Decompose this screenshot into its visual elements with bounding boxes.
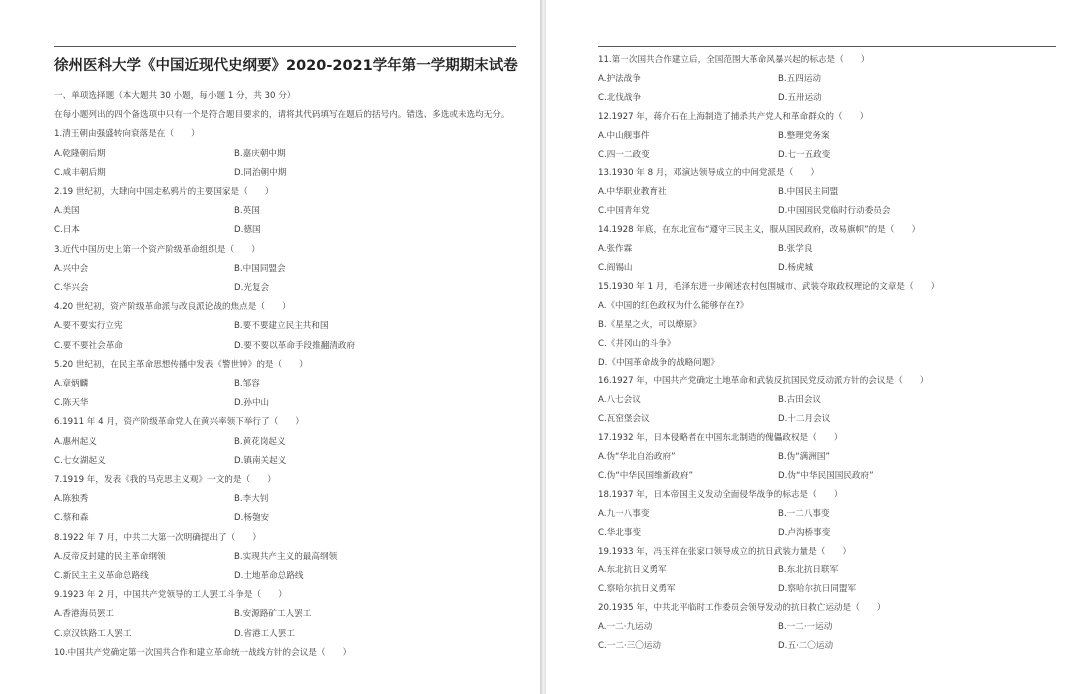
question-2: 2.19 世纪初，大肆向中国走私鸦片的主要国家是（ ） A.美国 B.英国 C.日本 D.德国 xyxy=(54,183,522,241)
question-15: 15.1930 年 1 月，毛泽东进一步阐述农村包围城市、武装夺取政权理论的文章是（ ） A.《中国的红色政权为什么能够存在?》 B.《星星之火，可以燎原》 C.《井冈山的斗争》 D.《中国革命战争的战略问题》 xyxy=(598,278,1060,373)
options: A.兴中会 B.中国同盟会 C.华兴会 D.光复会 xyxy=(54,263,286,294)
section-heading: 一、单项选择题（本大题共 30 小题，每小题 1 分，共 30 分） xyxy=(54,91,296,101)
question-16: 16.1927 年，中国共产党确定土地革命和武装反抗国民党反动派方针的会议是（ ） A.八七会议 B.古田会议 C.瓦窑堡会议 D.十二月会议 xyxy=(598,372,1060,429)
top-rule xyxy=(54,46,516,47)
question-19: 19.1933 年，冯玉祥在张家口领导成立的抗日武装力量是（ ） A.东北抗日义勇军 B.东北抗日联军 C.察哈尔抗日义勇军 D.察哈尔抗日同盟军 xyxy=(598,543,1060,600)
exam-title: 徐州医科大学《中国近现代史纲要》2020-2021学年第一学期期末试卷 xyxy=(54,58,518,74)
question-3: 3.近代中国历史上第一个资产阶级革命组织是（ ） A.兴中会 B.中国同盟会 C.华兴会 D.光复会 xyxy=(54,241,522,299)
question-4: 4.20 世纪初，资产阶级革命派与改良派论战的焦点是（ ） A.要不要实行立宪 B.要不要建立民主共和国 C.要不要社会革命 D.要不要以革命手段推翻清政府 xyxy=(54,298,522,356)
options: A.反帝反封建的民主革命纲领 B.实现共产主义的最高纲领 C.新民主主义革命总路线 D.土地革命总路线 xyxy=(54,551,338,582)
options: A.中华职业教育社 B.中国民主同盟 C.中国青年党 D.中国国民党临时行动委员会 xyxy=(598,187,891,217)
options: A.惠州起义 B.黄花岗起义 C.七女湖起义 D.镇南关起义 xyxy=(54,436,287,466)
top-rule xyxy=(598,46,1056,47)
options: A.伪“华北自治政府” B.伪“满洲国” C.伪“中华民国维新政府” D.伪“中华民国国民政府” xyxy=(598,452,874,481)
question-20: 20.1935 年，中共北平临时工作委员会领导发动的抗日救亡运动是（ ） A.一二·九运动 B.一二·一运动 C.一二·三〇运动 D.五·二〇运动 xyxy=(598,599,1060,656)
question-10: 10.中国共产党确定第一次国共合作和建立革命统一战线方针的会议是（ ） xyxy=(54,647,352,658)
question-18: 18.1937 年，日本帝国主义发动全面侵华战争的标志是（ ） A.九一八事变 B.一二八事变 C.华北事变 D.卢沟桥事变 xyxy=(598,486,1060,543)
options: A.张作霖 B.张学良 C.阎锡山 D.杨虎城 xyxy=(598,244,814,273)
options: A.章炳麟 B.邹容 C.陈天华 D.孙中山 xyxy=(54,379,270,409)
options: A.护法战争 B.五四运动 C.北伐战争 D.五卅运动 xyxy=(598,73,822,103)
options: A.一二·九运动 B.一二·一运动 C.一二·三〇运动 D.五·二〇运动 xyxy=(598,622,834,652)
question-14: 14.1928 年底，在东北宣布“遵守三民主义，服从国民政府，改易旗帜”的是（ ） A.张作霖 B.张学良 C.阎锡山 D.杨虎城 xyxy=(598,221,1060,278)
options: A.美国 B.英国 C.日本 D.德国 xyxy=(54,206,261,236)
question-8: 8.1922 年 7 月，中共二大第一次明确提出了（ ） A.反帝反封建的民主革命纲领 B.实现共产主义的最高纲领 C.新民主主义革命总路线 D.土地革命总路线 xyxy=(54,529,522,587)
question-5: 5.20 世纪初，在民主革命思想传播中发表《警世钟》的是（ ） A.章炳麟 B.邹容 C.陈天华 D.孙中山 xyxy=(54,356,522,414)
question-1: 1.清王朝由强盛转向衰落是在（ ） A.乾隆朝后期 B.嘉庆朝中期 C.咸丰朝后期 D.同治朝中期 xyxy=(54,125,522,183)
options: A.乾隆朝后期 B.嘉庆朝中期 C.咸丰朝后期 D.同治朝中期 xyxy=(54,148,287,178)
options: A.陈独秀 B.李大钊 C.蔡和森 D.杨匏安 xyxy=(54,494,270,524)
options: A.香港海员罢工 B.安源路矿工人罢工 C.京汉铁路工人罢工 D.省港工人罢工 xyxy=(54,609,312,639)
question-7: 7.1919 年，发表《我的马克思主义观》一文的是（ ） A.陈独秀 B.李大钊 C.蔡和森 D.杨匏安 xyxy=(54,471,522,529)
options: A.八七会议 B.古田会议 C.瓦窑堡会议 D.十二月会议 xyxy=(598,395,831,425)
options: A.东北抗日义勇军 B.东北抗日联军 C.察哈尔抗日义勇军 D.察哈尔抗日同盟军 xyxy=(598,565,857,595)
options: A.《中国的红色政权为什么能够存在?》 B.《星星之火，可以燎原》 C.《井冈山的斗争》 D.《中国革命战争的战略问题》 xyxy=(598,300,749,368)
options: A.要不要实行立宪 B.要不要建立民主共和国 C.要不要社会革命 D.要不要以革命手段推翻清政府 xyxy=(54,321,356,351)
question-12: 12.1927 年，蒋介石在上海制造了捕杀共产党人和革命群众的（ ） A.中山舰事件 B.整理党务案 C.四一二政变 D.七一五政变 xyxy=(598,108,1060,165)
question-17: 17.1932 年，日本侵略者在中国东北制造的傀儡政权是（ ） A.伪“华北自治政府” B.伪“满洲国” C.伪“中华民国维新政府” D.伪“中华民国国民政府” xyxy=(598,429,1060,486)
instructions: 在每小题列出的四个备选项中只有一个是符合题目要求的，请将其代码填写在题后的括号内。错选、多选或未选均无分。 xyxy=(54,110,510,121)
question-6: 6.1911 年 4 月，资产阶级革命党人在黄兴率领下举行了（ ） A.惠州起义 B.黄花岗起义 C.七女湖起义 D.镇南关起义 xyxy=(54,413,522,471)
options: A.九一八事变 B.一二八事变 C.华北事变 D.卢沟桥事变 xyxy=(598,508,831,538)
right-page xyxy=(546,0,1080,694)
question-11: 11.第一次国共合作建立后，全国范围大革命风暴兴起的标志是（ ） A.护法战争 B.五四运动 C.北伐战争 D.五卅运动 xyxy=(598,51,1060,108)
options: A.中山舰事件 B.整理党务案 C.四一二政变 D.七一五政变 xyxy=(598,130,831,160)
question-13: 13.1930 年 8 月，邓演达领导成立的中间党派是（ ） A.中华职业教育社 B.中国民主同盟 C.中国青年党 D.中国国民党临时行动委员会 xyxy=(598,164,1060,221)
question-9: 9.1923 年 2 月，中国共产党领导的工人罢工斗争是（ ） A.香港海员罢工 B.安源路矿工人罢工 C.京汉铁路工人罢工 D.省港工人罢工 xyxy=(54,586,522,644)
